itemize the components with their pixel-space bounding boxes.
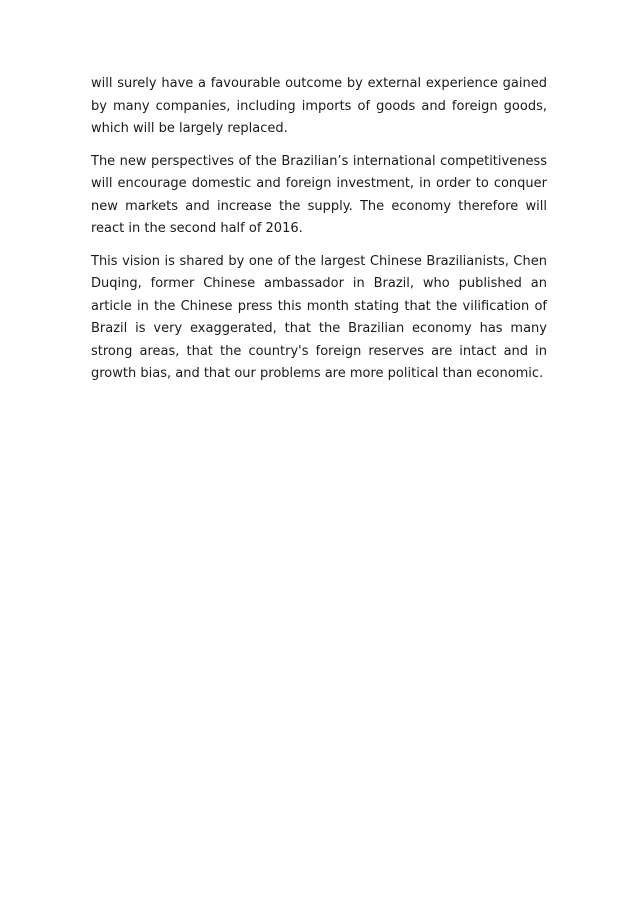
paragraph-1: will surely have a favourable outcome by external experience gained by many companies, including imports of goods and foreign goods, which will be largely replaced. (91, 76, 547, 136)
paragraph-2: The new perspectives of the Brazilian’s international competitiveness will encourage domestic and foreign investment, in order to conquer new markets and increase the supply. The economy therefore will react in the second half of 2016. (91, 153, 547, 236)
paragraph-3: This vision is shared by one of the largest Chinese Brazilianists, Chen Duqing, former Chinese ambassador in Brazil, who published an article in the Chinese press this month stating that the vilification of Brazil is very exaggerated, that the Brazilian economy has many strong areas, that the country's foreign reserves are intact and in growth bias, and that our problems are more political than economic. (91, 253, 547, 381)
document-body (91, 73, 547, 396)
